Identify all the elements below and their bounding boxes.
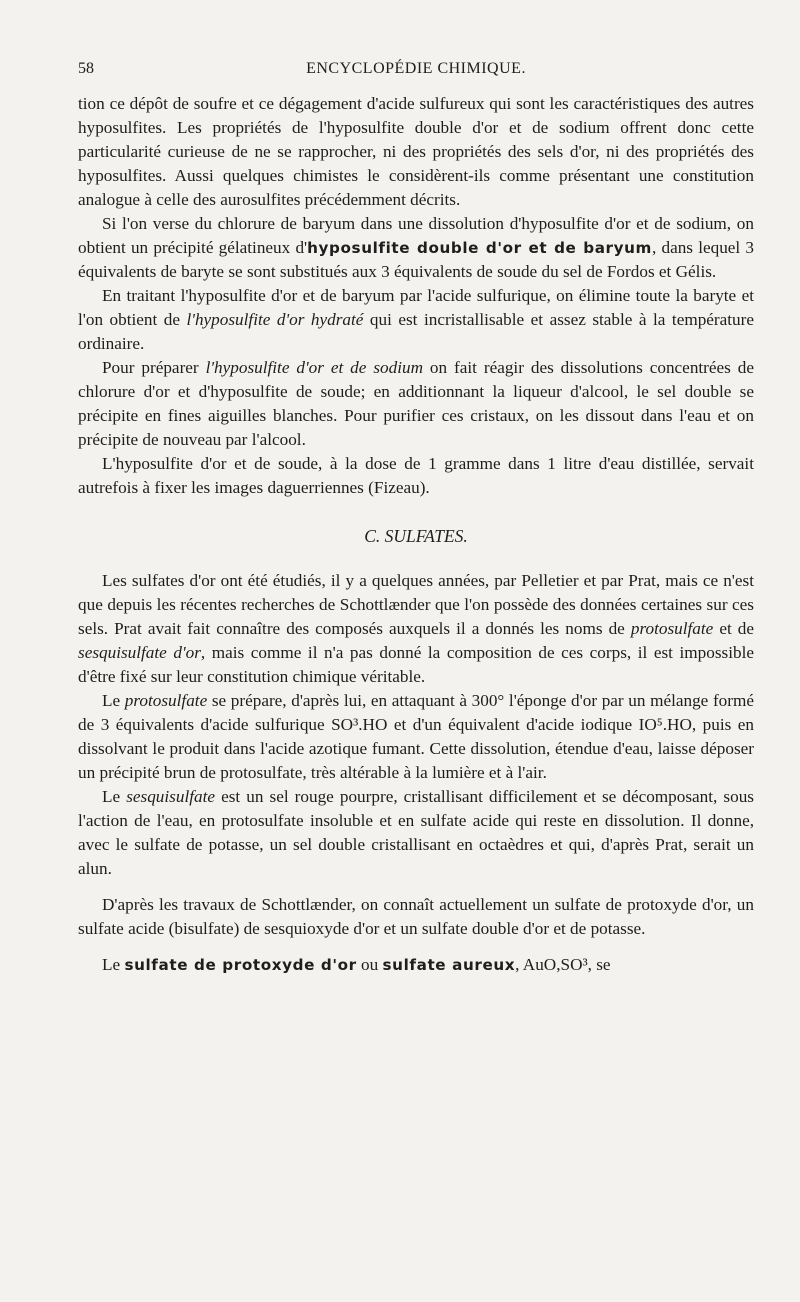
paragraph: Si l'on verse du chlorure de baryum dans une dissolution d'hyposulfite d'or et de sodium, on obtient un précipité gélatineux d'hyposulfite double d'or et de baryum, dans lequel 3 équivalents de baryte se sont substitués aux 3 équivalents de soude du sel de Fordos et Gélis. (78, 214, 754, 281)
bold-term: sulfate de protoxyde d'or (124, 956, 357, 974)
bold-term: hyposulfite double d'or et de baryum (307, 239, 652, 257)
italic-term: l'hyposulfite d'or hydraté (186, 310, 364, 329)
bold-term: sulfate aureux (382, 956, 516, 974)
page-header (78, 60, 754, 82)
section-title: C. SULFATES. (364, 526, 468, 546)
italic-term: protosulfate (124, 691, 208, 710)
page-number: 58 (78, 60, 94, 77)
paragraph: L'hyposulfite d'or et de soude, à la dose de 1 gramme dans 1 litre d'eau distillée, servait autrefois à fixer les images daguerriennes (Fizeau). (78, 454, 754, 497)
italic-term: l'hyposulfite d'or et de sodium (205, 358, 423, 377)
paragraph: Les sulfates d'or ont été étudiés, il y a quelques années, par Pelletier et par Prat, mais ce n'est que depuis les récentes recherches de Schottlænder que l'on possède des données certaines sur ces sels. Prat avait fait connaître des composés auxquels il a donnés les noms de protosulfate et de sesquisulfate d'or, mais comme il n'a pas donné la composition de ces corps, il est impossible d'être fixé sur leur constitution chimique véritable. (78, 571, 754, 686)
paragraph: tion ce dépôt de soufre et ce dégagement d'acide sulfureux qui sont les caractéristiques des autres hyposulfites. Les propriétés de l'hyposulfite double d'or et de sodium offrent donc cette particularité curieuse de ne se rapprocher, ni des propriétés des sels d'or, ni des propriétés des hyposulfites. Aussi quelques chimistes le considèrent-ils comme présentant une constitution analogue à celle des aurosulfites précédemment décrits. (78, 94, 754, 209)
italic-term: sesquisulfate (126, 787, 216, 806)
running-title: ENCYCLOPÉDIE CHIMIQUE. (306, 60, 526, 77)
paragraph: En traitant l'hyposulfite d'or et de baryum par l'acide sulfurique, on élimine toute la baryte et l'on obtient de l'hyposulfite d'or hydraté qui est incristallisable et assez stable à la température ordinaire. (78, 286, 754, 353)
paragraph: Pour préparer l'hyposulfite d'or et de sodium on fait réagir des dissolutions concentrées de chlorure d'or et d'hyposulfite de soude; en additionnant la liqueur d'alcool, le sel double se précipite en fines aiguilles blanches. Pour purifier ces cristaux, on les dissout dans l'eau et on précipite de nouveau par l'alcool. (78, 358, 754, 449)
italic-term: sesquisulfate d'or (78, 643, 201, 662)
paragraph: D'après les travaux de Schottlænder, on connaît actuellement un sulfate de protoxyde d'or, un sulfate acide (bisulfate) de sesquioxyde d'or et un sulfate double d'or et de potasse. (78, 895, 754, 938)
paragraph: Le sulfate de protoxyde d'or ou sulfate aureux, AuO,SO³, se (102, 955, 611, 974)
paragraph-gap (78, 881, 754, 893)
body-text (78, 92, 754, 977)
paragraph-gap (78, 941, 754, 953)
paragraph: Le protosulfate se prépare, d'après lui, en attaquant à 300° l'éponge d'or par un mélange formé de 3 équivalents d'acide sulfurique SO³.HO et d'un équivalent d'acide iodique IO⁵.HO, puis en dissolvant le produit dans l'acide azotique fumant. Cette dissolution, étendue d'eau, laisse déposer un précipité brun de protosulfate, très altérable à la lumière et à l'air. (78, 691, 754, 782)
paragraph: Le sesquisulfate est un sel rouge pourpre, cristallisant difficilement et se décomposant, sous l'action de l'eau, en protosulfate insoluble et en sulfate acide qui reste en dissolution. Il donne, avec le sulfate de potasse, un sel double cristallisant en octaèdres et qui, d'après Prat, serait un alun. (78, 787, 754, 878)
italic-term: protosulfate (630, 619, 714, 638)
